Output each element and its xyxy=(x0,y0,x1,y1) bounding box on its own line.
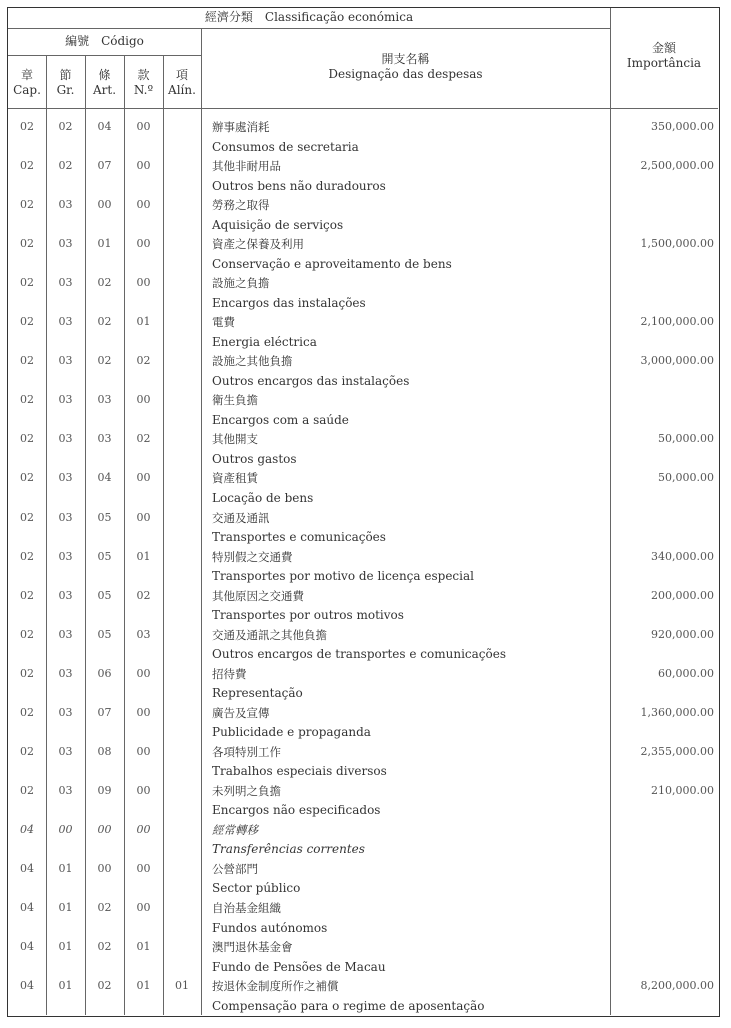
designation-zh: 特別假之交通費 xyxy=(212,549,293,564)
cell-art: 07 xyxy=(97,159,112,173)
designation-pt: Trabalhos especiais diversos xyxy=(212,764,387,779)
cell-gr: 03 xyxy=(58,198,73,212)
cell-cap: 02 xyxy=(20,627,34,641)
cell-n: 01 xyxy=(136,315,151,329)
designation-pt: Encargos não especificados xyxy=(212,803,381,818)
cell-cap: 04 xyxy=(20,901,34,914)
cell-cap: 02 xyxy=(20,783,34,797)
cell-cap: 02 xyxy=(20,393,34,407)
col-header-art xyxy=(85,68,124,98)
cell-art: 07 xyxy=(97,705,112,719)
designation-zh: 招待費 xyxy=(212,666,247,681)
designation-pt: Locação de bens xyxy=(212,490,314,505)
col-header-n xyxy=(124,68,163,98)
cell-art: 04 xyxy=(97,120,112,133)
col-header-cap-pt: Cap. xyxy=(13,83,41,97)
cell-gr: 03 xyxy=(58,510,73,524)
designation-pt: Outros gastos xyxy=(212,451,297,466)
cell-n: 00 xyxy=(136,861,151,875)
designation-zh: 交通及通訊之其他負擔 xyxy=(212,627,327,642)
cell-gr: 03 xyxy=(58,588,73,602)
designation-pt: Transportes por outros motivos xyxy=(212,608,404,623)
cell-cap: 02 xyxy=(20,705,34,719)
designation-pt: Encargos das instalações xyxy=(212,295,366,310)
amount-cell: 50,000.00 xyxy=(658,471,714,485)
cell-gr: 00 xyxy=(58,822,73,836)
cell-art: 03 xyxy=(97,393,112,407)
designation-zh: 設施之負擔 xyxy=(212,276,270,291)
cell-gr: 01 xyxy=(58,940,73,954)
cell-n: 00 xyxy=(136,510,151,524)
col-header-gr-zh: 節 xyxy=(59,68,72,82)
col-header-cap-zh: 章 xyxy=(20,68,33,82)
col-header-alin-pt: Alín. xyxy=(168,83,196,97)
cell-n: 02 xyxy=(136,354,151,368)
col-header-gr-pt: Gr. xyxy=(56,83,75,97)
cell-n: 00 xyxy=(136,198,151,212)
cell-art: 03 xyxy=(97,432,112,446)
designation-pt: Outros encargos das instalações xyxy=(212,373,410,388)
amount-cell: 60,000.00 xyxy=(658,666,714,680)
col-header-alin xyxy=(163,68,201,98)
designation-pt: Encargos com a saúde xyxy=(212,412,349,427)
cell-cap: 04 xyxy=(20,940,34,954)
designation-zh: 廣告及宣傳 xyxy=(212,705,270,720)
designation-header xyxy=(201,52,610,82)
designation-pt: Transferências correntes xyxy=(212,842,365,857)
cell-cap: 02 xyxy=(20,744,34,758)
header-rule-top xyxy=(8,28,610,29)
cell-gr: 03 xyxy=(58,315,73,329)
designation-pt: Transportes por motivo de licença especial xyxy=(212,569,474,584)
designation-pt: Aquisição de serviços xyxy=(212,217,344,232)
cell-gr: 03 xyxy=(58,627,73,641)
col-header-gr xyxy=(46,68,85,98)
cell-gr: 02 xyxy=(58,159,73,173)
cell-gr: 03 xyxy=(58,471,73,485)
amount-cell: 8,200,000.00 xyxy=(640,979,714,993)
cell-cap: 02 xyxy=(20,354,34,368)
cell-cap: 04 xyxy=(20,822,34,836)
cell-art: 08 xyxy=(97,744,112,758)
cell-alin: 01 xyxy=(175,979,189,993)
cell-art: 02 xyxy=(97,354,112,368)
designation-pt: Fundo de Pensões de Macau xyxy=(212,959,386,974)
designation-pt: Fundos autónomos xyxy=(212,920,328,935)
cell-cap: 02 xyxy=(20,510,34,524)
designation-zh: 資產租賃 xyxy=(212,471,258,486)
cell-art: 00 xyxy=(97,861,112,875)
designation-pt: Sector público xyxy=(212,881,301,896)
designation-pt: Representação xyxy=(212,686,303,701)
cell-cap: 02 xyxy=(20,588,34,602)
cell-art: 05 xyxy=(97,627,112,641)
designation-header-zh: 開支名稱 xyxy=(381,52,430,66)
amount-cell: 3,000,000.00 xyxy=(640,354,714,368)
designation-zh: 勞務之取得 xyxy=(212,198,270,213)
col-header-cap xyxy=(8,68,46,98)
cell-n: 00 xyxy=(136,237,151,251)
cell-cap: 02 xyxy=(20,159,34,173)
amount-cell: 340,000.00 xyxy=(651,549,714,563)
designation-pt: Outros encargos de transportes e comunicações xyxy=(212,647,506,662)
code-header: 編號 Código xyxy=(65,34,144,48)
cell-art: 02 xyxy=(97,901,112,914)
amount-cell: 1,360,000.00 xyxy=(640,705,714,719)
amount-cell: 2,500,000.00 xyxy=(640,159,714,173)
cell-gr: 03 xyxy=(58,393,73,407)
designation-zh: 電費 xyxy=(212,315,235,330)
designation-zh: 按退休金制度所作之補償 xyxy=(212,979,339,994)
cell-gr: 01 xyxy=(58,979,73,993)
cell-art: 00 xyxy=(97,198,112,212)
header-rule-code xyxy=(8,55,201,56)
cell-cap: 02 xyxy=(20,120,34,133)
designation-pt: Transportes e comunicações xyxy=(212,530,386,544)
cell-gr: 03 xyxy=(58,237,73,251)
cell-gr: 03 xyxy=(58,744,73,758)
designation-header-pt: Designação das despesas xyxy=(328,67,483,81)
amount-header-pt: Importância xyxy=(626,56,702,70)
col-header-alin-zh: 項 xyxy=(175,68,188,82)
cell-art: 04 xyxy=(97,471,112,485)
designation-pt: Outros bens não duradouros xyxy=(212,178,386,193)
cell-art: 05 xyxy=(97,510,112,524)
cell-n: 00 xyxy=(136,783,151,797)
amount-cell: 50,000.00 xyxy=(658,432,714,446)
designation-zh: 各項特別工作 xyxy=(212,744,281,759)
amount-cell: 920,000.00 xyxy=(651,627,714,641)
designation-pt: Energia eléctrica xyxy=(212,334,317,349)
cell-cap: 02 xyxy=(20,237,34,251)
designation-zh: 公營部門 xyxy=(212,861,258,876)
designation-zh: 辦事處消耗 xyxy=(212,120,270,134)
amount-cell: 200,000.00 xyxy=(651,588,714,602)
cell-gr: 03 xyxy=(58,549,73,563)
cell-art: 06 xyxy=(97,666,112,680)
header-rule-bottom xyxy=(8,108,718,109)
cell-cap: 04 xyxy=(20,979,34,993)
cell-gr: 03 xyxy=(58,783,73,797)
cell-gr: 03 xyxy=(58,276,73,290)
cell-n: 00 xyxy=(136,276,151,290)
cell-gr: 03 xyxy=(58,705,73,719)
cell-gr: 03 xyxy=(58,666,73,680)
expense-table xyxy=(7,7,720,1017)
cell-n: 00 xyxy=(136,120,151,133)
designation-zh: 交通及通訊 xyxy=(212,510,270,525)
col-divider-n xyxy=(163,55,164,1015)
cell-art: 05 xyxy=(97,588,112,602)
cell-n: 01 xyxy=(136,549,151,563)
cell-art: 02 xyxy=(97,276,112,290)
amount-cell: 210,000.00 xyxy=(651,783,714,797)
cell-gr: 01 xyxy=(58,861,73,875)
designation-zh: 設施之其他負擔 xyxy=(212,354,293,369)
cell-art: 05 xyxy=(97,549,112,563)
cell-n: 02 xyxy=(136,432,151,446)
amount-cell: 1,500,000.00 xyxy=(640,237,714,251)
cell-gr: 03 xyxy=(58,432,73,446)
col-header-art-pt: Art. xyxy=(92,83,117,97)
cell-art: 02 xyxy=(97,315,112,329)
cell-n: 00 xyxy=(136,666,151,680)
cell-art: 02 xyxy=(97,940,112,954)
cell-n: 00 xyxy=(136,471,151,485)
cell-art: 01 xyxy=(97,237,112,251)
cell-cap: 02 xyxy=(20,198,34,212)
cell-n: 00 xyxy=(136,393,151,407)
cell-n: 00 xyxy=(136,705,151,719)
cell-n: 02 xyxy=(136,588,151,602)
designation-zh: 其他開支 xyxy=(212,432,258,447)
cell-n: 01 xyxy=(136,940,151,954)
cell-n: 00 xyxy=(136,744,151,758)
cell-n: 03 xyxy=(136,627,151,641)
classification-header: 經濟分類 Classificação económica xyxy=(204,10,414,24)
cell-cap: 02 xyxy=(20,276,34,290)
amount-header-zh: 金額 xyxy=(651,41,676,55)
designation-pt: Publicidade e propaganda xyxy=(212,725,371,740)
designation-zh: 澳門退休基金會 xyxy=(212,940,293,955)
cell-cap: 02 xyxy=(20,315,34,329)
cell-gr: 01 xyxy=(58,901,73,914)
designation-zh: 資產之保養及利用 xyxy=(212,237,304,252)
designation-pt: Conservação e aproveitamento de bens xyxy=(212,256,452,271)
cell-n: 00 xyxy=(136,822,151,836)
designation-zh: 其他非耐用品 xyxy=(212,159,281,174)
designation-pt: Compensação para o regime de aposentação xyxy=(212,998,485,1013)
amount-cell: 2,100,000.00 xyxy=(640,315,714,329)
cell-cap: 04 xyxy=(20,861,34,875)
designation-zh: 其他原因之交通費 xyxy=(212,588,304,603)
cell-n: 00 xyxy=(136,159,151,173)
amount-header xyxy=(610,41,718,71)
cell-n: 00 xyxy=(136,901,151,914)
cell-gr: 03 xyxy=(58,354,73,368)
designation-zh: 衛生負擔 xyxy=(212,393,258,408)
designation-zh: 自治基金組織 xyxy=(212,901,281,915)
col-header-n-zh: 款 xyxy=(137,68,150,82)
cell-gr: 02 xyxy=(58,120,73,133)
designation-pt: Consumos de secretaria xyxy=(212,139,359,154)
cell-art: 00 xyxy=(97,822,112,836)
col-header-n-pt: N.º xyxy=(133,83,154,97)
cell-n: 01 xyxy=(136,979,151,993)
col-header-art-zh: 條 xyxy=(98,68,111,82)
col-divider-alin xyxy=(201,28,202,1015)
amount-cell: 350,000.00 xyxy=(651,120,714,133)
designation-zh: 經常轉移 xyxy=(212,822,258,837)
cell-cap: 02 xyxy=(20,471,34,485)
cell-cap: 02 xyxy=(20,666,34,680)
cell-art: 09 xyxy=(97,783,112,797)
cell-cap: 02 xyxy=(20,432,34,446)
amount-cell: 2,355,000.00 xyxy=(640,744,714,758)
cell-art: 02 xyxy=(97,979,112,993)
designation-zh: 未列明之負擔 xyxy=(212,783,281,798)
cell-cap: 02 xyxy=(20,549,34,563)
